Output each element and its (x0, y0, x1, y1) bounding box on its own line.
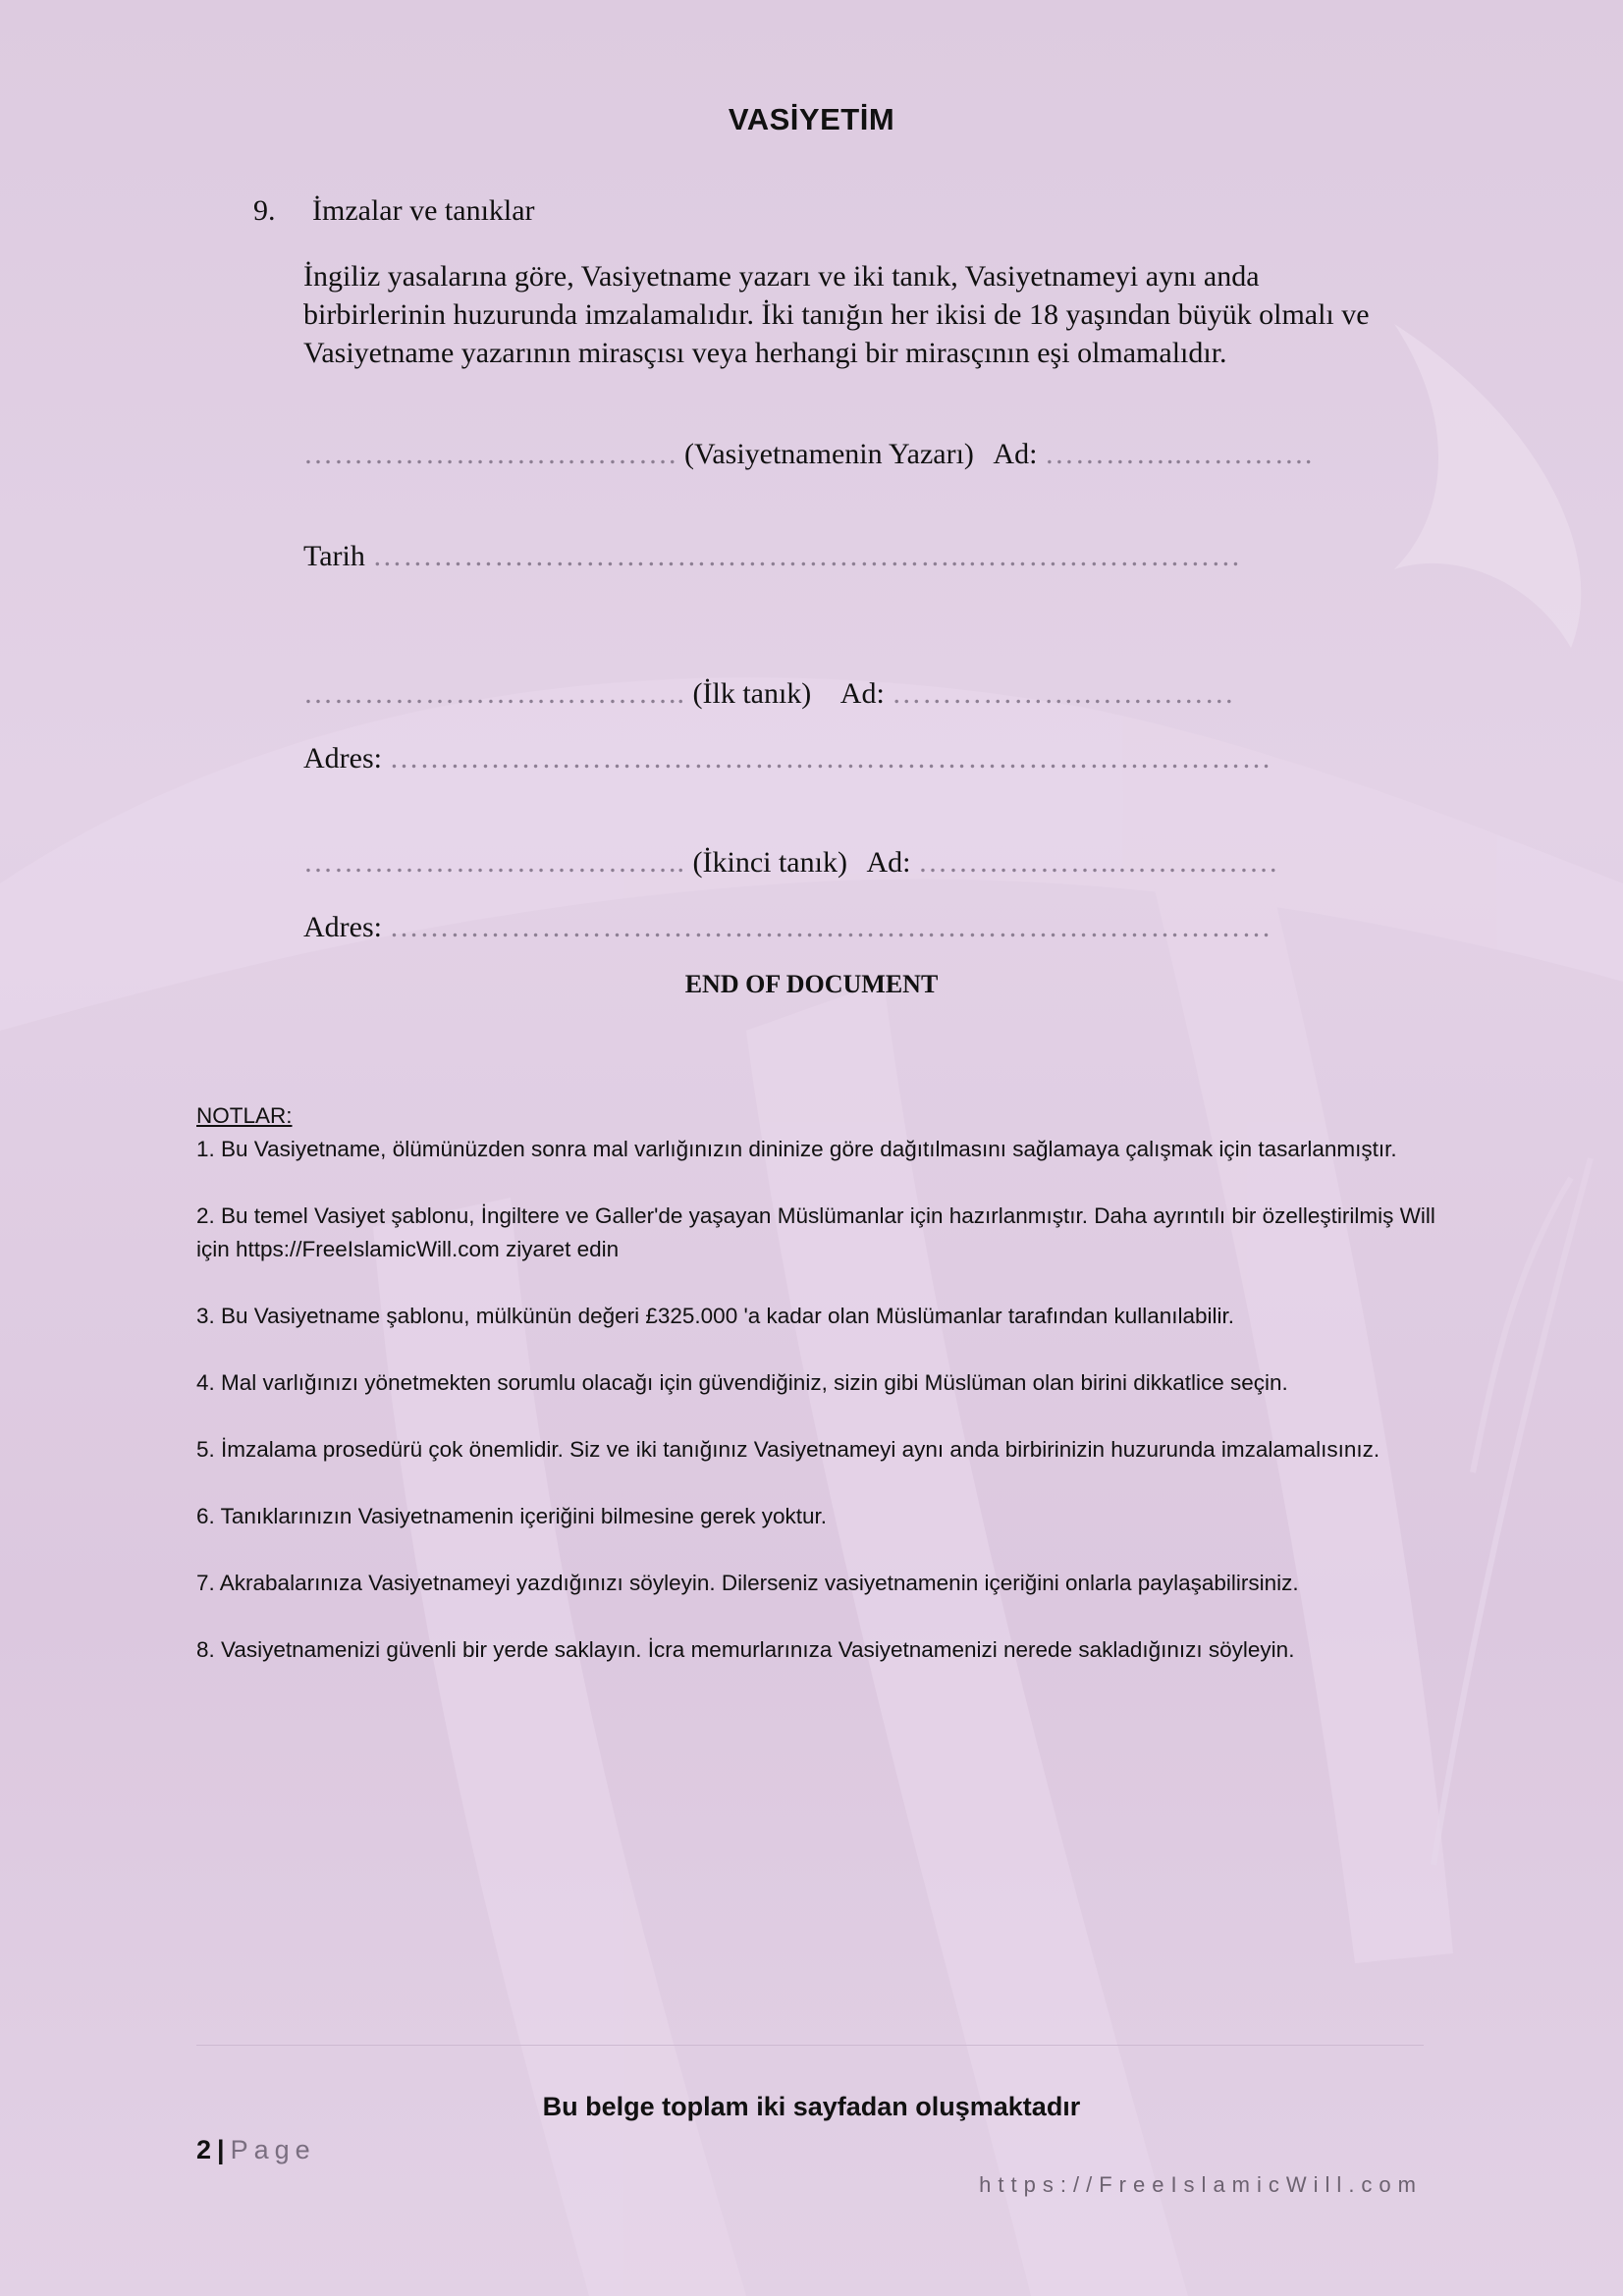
page-word: Page (230, 2135, 316, 2164)
testator-label: (Vasiyetnamenin Yazarı) (684, 438, 974, 470)
page-separator: | (217, 2135, 225, 2164)
witness2-signature-field[interactable]: ……………………………….. (303, 846, 685, 879)
witness1-signature-line (303, 677, 1235, 711)
witness2-label: (İkinci tanık) (692, 846, 847, 879)
witness1-signature-field[interactable]: ……………………………….. (303, 677, 685, 710)
testator-signature-field[interactable]: ………………………………. (303, 438, 677, 470)
note-item: 3. Bu Vasiyetname şablonu, mülkünün değeri £325.000 'a kadar olan Müslümanlar tarafından kullanılabilir. (196, 1304, 1235, 1328)
date-label: Tarih (303, 540, 365, 572)
witness1-address-line (303, 742, 1271, 775)
witness2-name-field[interactable]: ………………..……………. (917, 846, 1278, 879)
witness2-address-field[interactable]: …………………………………………………………………………… (389, 911, 1272, 943)
witness2-address-label: Adres: (303, 911, 382, 943)
witness1-name-label: Ad: (839, 677, 885, 710)
page-number (196, 2135, 316, 2165)
section-paragraph: İngiliz yasalarına göre, Vasiyetname yazarı ve iki tanık, Vasiyetnameyi aynı anda birbirlerinin huzurunda imzalamalıdır. İki tanığın her ikisi de 18 yaşından büyük olmalı ve Vasiyetname yazarının mirasçısı veya herhangi bir mirasçının eşi olmamalıdır. (303, 260, 1370, 369)
date-line (303, 540, 1241, 573)
footer-divider (196, 2045, 1424, 2046)
page-number-value: 2 (196, 2135, 212, 2164)
testator-name-label: Ad: (993, 438, 1038, 470)
witness2-address-line (303, 911, 1271, 944)
witness2-name-label: Ad: (866, 846, 911, 879)
witness1-label: (İlk tanık) (692, 677, 812, 710)
notes-section (196, 1099, 1463, 1700)
note-item: 7. Akrabalarınıza Vasiyetnameyi yazdığınızı söyleyin. Dilerseniz vasiyetnamenin içeriğini onlarla paylaşabilirsiniz. (196, 1571, 1299, 1595)
witness2-signature-line (303, 846, 1277, 880)
website-url[interactable]: https://FreeIslamicWill.com (979, 2172, 1423, 2197)
note-item: 5. İmzalama prosedürü çok önemlidir. Siz ve iki tanığınız Vasiyetnameyi aynı anda birbirinizin huzurunda imzalamalısınız. (196, 1437, 1380, 1462)
footer-note: Bu belge toplam iki sayfadan oluşmaktadır (542, 2092, 1081, 2121)
section-number: 9. (253, 194, 276, 227)
note-item: 1. Bu Vasiyetname, ölümünüzden sonra mal varlığınızın dininize göre dağıtılmasını sağlamaya çalışmak için tasarlanmıştır. (196, 1137, 1397, 1161)
testator-signature-line (303, 438, 1313, 471)
note-item: 2. Bu temel Vasiyet şablonu, İngiltere ve Galler'de yaşayan Müslümanlar için hazırlanmıştır. Daha ayrıntılı bir özelleştirilmiş Will için https://FreeIslamicWill.com ziyaret edin (196, 1203, 1435, 1261)
witness1-name-field[interactable]: ……………….…………… (892, 677, 1235, 710)
note-item: 6. Tanıklarınızın Vasiyetnamenin içeriğini bilmesine gerek yoktur. (196, 1504, 827, 1528)
note-item: 8. Vasiyetnamenizi güvenli bir yerde saklayın. İcra memurlarınıza Vasiyetnamenizi nerede sakladığınızı söyleyin. (196, 1637, 1295, 1662)
end-of-document: END OF DOCUMENT (684, 970, 939, 998)
note-item: 4. Mal varlığınızı yönetmekten sorumlu olacağı için güvendiğiniz, sizin gibi Müslüman olan birini dikkatlice seçin. (196, 1370, 1288, 1395)
testator-name-field[interactable]: …………..…………. (1044, 438, 1314, 470)
witness1-address-label: Adres: (303, 742, 382, 774)
notes-heading: NOTLAR: (196, 1103, 293, 1128)
date-field[interactable]: …………………………………………………..……………………… (372, 540, 1242, 572)
section-heading: İmzalar ve tanıklar (312, 194, 535, 227)
document-title: VASİYETİM (728, 102, 895, 136)
witness1-address-field[interactable]: …………………………………………………………………………… (389, 742, 1272, 774)
